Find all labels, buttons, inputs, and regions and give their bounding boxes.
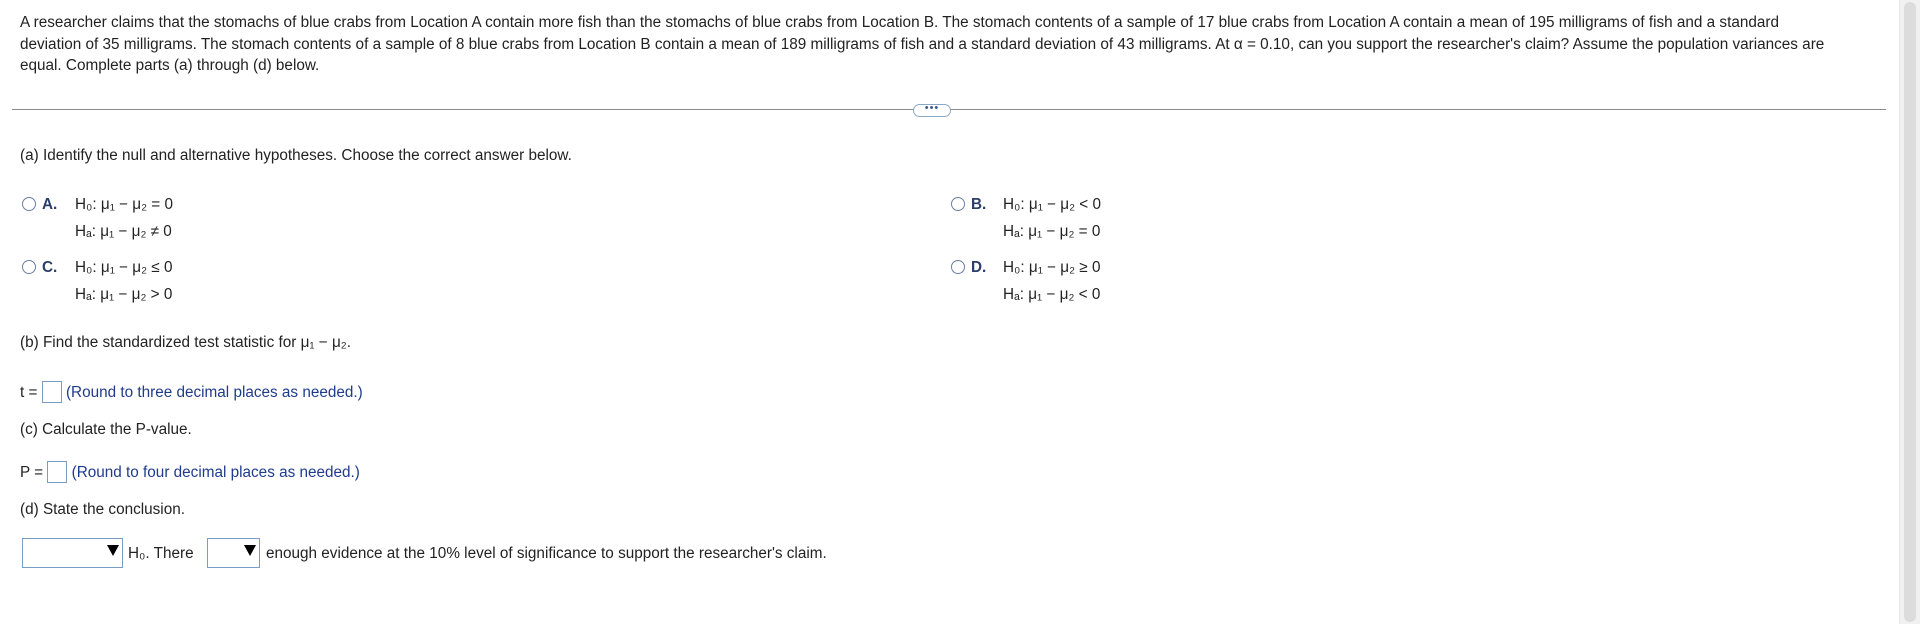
- option-c[interactable]: [22, 259, 57, 277]
- part-b-prompt: (b) Find the standardized test statistic for μ₁ − μ₂.: [20, 334, 351, 351]
- option-d-alt: Hₐ: μ₁ − μ₂ < 0: [1003, 286, 1101, 303]
- chevron-down-icon: [107, 545, 119, 556]
- part-b-answer-row: [20, 381, 363, 403]
- option-c-letter: C.: [42, 259, 58, 276]
- scrollbar-thumb[interactable]: [1904, 2, 1916, 622]
- radio-c-icon[interactable]: [22, 260, 36, 274]
- vertical-scrollbar[interactable]: [1899, 0, 1920, 624]
- radio-b-icon[interactable]: [951, 197, 965, 211]
- t-label: t =: [20, 384, 38, 401]
- option-b-letter: B.: [971, 196, 987, 213]
- option-b-alt: Hₐ: μ₁ − μ₂ = 0: [1003, 223, 1101, 240]
- p-label: P =: [20, 464, 44, 481]
- option-b-null: H₀: μ₁ − μ₂ < 0: [1003, 196, 1101, 213]
- option-d[interactable]: [951, 259, 986, 277]
- part-a-prompt: (a) Identify the null and alternative hypotheses. Choose the correct answer below.: [20, 147, 572, 164]
- option-a-null: H₀: μ₁ − μ₂ = 0: [75, 196, 173, 213]
- part-d-prompt: (d) State the conclusion.: [20, 501, 185, 518]
- option-c-null: H₀: μ₁ − μ₂ ≤ 0: [75, 259, 173, 276]
- option-b[interactable]: [951, 196, 986, 214]
- option-d-letter: D.: [971, 259, 987, 276]
- p-hint: (Round to four decimal places as needed.): [71, 464, 360, 481]
- part-c-answer-row: [20, 461, 360, 483]
- p-answer-input[interactable]: [47, 461, 67, 483]
- decision-dropdown[interactable]: [22, 538, 123, 568]
- option-a-alt: Hₐ: μ₁ − μ₂ ≠ 0: [75, 223, 172, 240]
- conclusion-tail: enough evidence at the 10% level of significance to support the researcher's claim.: [266, 545, 827, 562]
- radio-a-icon[interactable]: [22, 197, 36, 211]
- evidence-dropdown[interactable]: [207, 538, 260, 568]
- t-hint: (Round to three decimal places as needed.): [65, 384, 363, 401]
- radio-d-icon[interactable]: [951, 260, 965, 274]
- t-answer-input[interactable]: [42, 381, 62, 403]
- problem-statement: A researcher claims that the stomachs of blue crabs from Location A contain more fish than the stomachs of blue crabs from Location B. The stomach contents of a sample of 17 blue crabs from Location A contain a mean of 195 milligrams of fish and a standard deviation of 35 milligrams. The stomach contents of a sample of 8 blue crabs from Location B contain a mean of 189 milligrams of fish and a standard deviation of 43 milligrams. At α = 0.10, can you support the researcher's claim? Assume the population variances are equal. Complete parts (a) through (d) below.: [20, 14, 1825, 74]
- option-d-null: H₀: μ₁ − μ₂ ≥ 0: [1003, 259, 1101, 276]
- part-c-prompt: (c) Calculate the P-value.: [20, 421, 192, 438]
- expand-button[interactable]: •••: [913, 104, 951, 117]
- option-a-letter: A.: [42, 196, 58, 213]
- option-c-alt: Hₐ: μ₁ − μ₂ > 0: [75, 286, 173, 303]
- chevron-down-icon: [244, 545, 256, 556]
- option-a[interactable]: [22, 196, 57, 214]
- h0-there-label: H₀. There: [128, 545, 194, 562]
